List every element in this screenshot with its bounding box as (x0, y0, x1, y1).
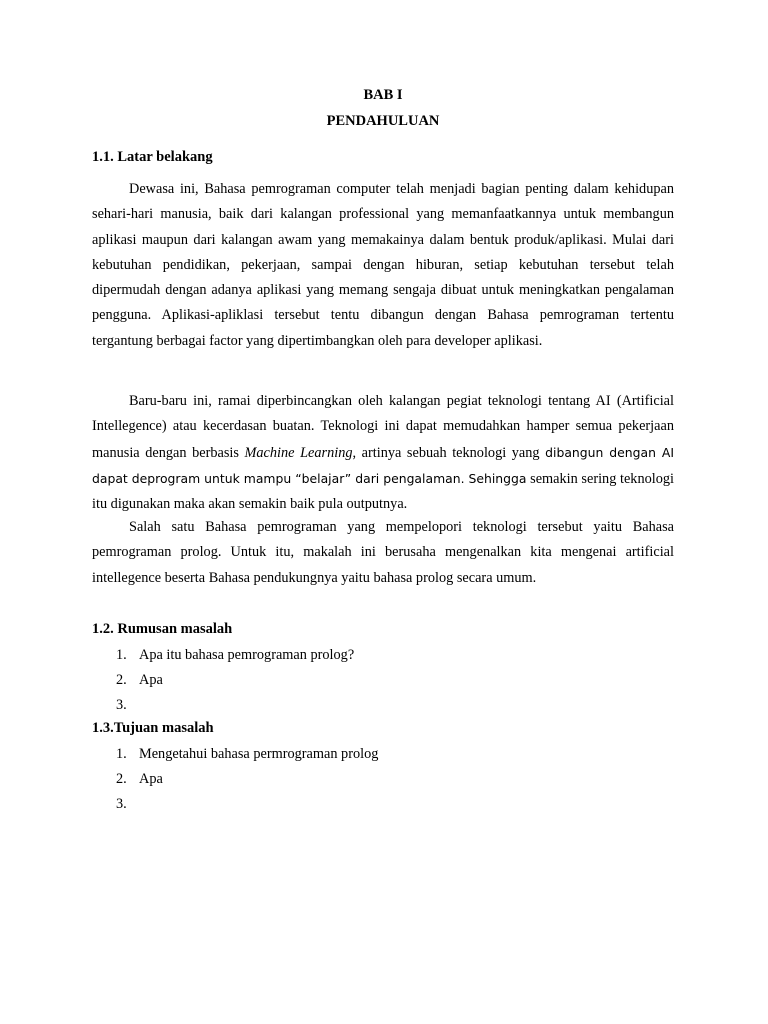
goals-list (92, 742, 378, 816)
section-heading-background: 1.1. Latar belakang (92, 149, 213, 165)
section-heading-problem: 1.2. Rumusan masalah (92, 621, 233, 637)
chapter-number: BAB I (363, 87, 403, 103)
list-item-number: 2. (116, 770, 127, 787)
list-item (92, 693, 354, 718)
list-item-number: 3. (116, 795, 127, 812)
paragraph-background-3: Salah satu Bahasa pemrograman yang mempelopori teknologi tersebut yaitu Bahasa pemrograman prolog. Untuk itu, makalah ini berusaha mengenalkan kita mengenai artificial intellegence beserta Bahasa pendukungnya yaitu bahasa prolog secara umum. (92, 519, 674, 586)
list-item (92, 643, 354, 668)
list-item (92, 767, 378, 792)
paragraph-background-2-alt-font-run: dibangun dengan AI dapat deprogram untuk mampu “belajar” dari pengalaman. Sehingga (92, 444, 674, 486)
list-item-number: 1. (116, 647, 127, 663)
paragraph-background-2 (92, 389, 674, 517)
chapter-title: PENDAHULUAN (326, 113, 440, 129)
list-item-number: 3. (116, 696, 127, 713)
list-item-number: 1. (116, 746, 127, 762)
paragraph-background-2-text-b: , artinya sebuah teknologi yang (352, 444, 546, 461)
list-item-text: Mengetahui bahasa permrograman prolog (139, 746, 379, 762)
list-item-number: 2. (116, 671, 127, 688)
list-item-text: Apa itu bahasa pemrograman prolog? (139, 647, 355, 663)
list-item (92, 668, 354, 693)
paragraph-background-2-emphasis: Machine Learning (244, 444, 353, 461)
list-item (92, 792, 378, 817)
paragraph-background-1: Dewasa ini, Bahasa pemrograman computer telah menjadi bagian penting dalam kehidupan sehari-hari manusia, baik dari kalangan professional yang memanfaatkannya untuk membangun aplikasi maupun dari kalangan awam yang memakainya dalam bentuk produk/aplikasi. Mulai dari kebutuhan pendidikan, pekerjaan, sampai dengan hiburan, setiap kebutuhan tersebut telah dipermudah dengan adanya aplikasi yang memang sengaja dibuat untuk meningkatkan pengalaman pengguna. Aplikasi-apliklasi tersebut tentu dibangun dengan Bahasa pemrograman tertentu tergantung berbagai factor yang dipertimbangkan oleh para developer aplikasi. (92, 181, 674, 349)
list-item-text: Apa (139, 671, 163, 688)
list-item (92, 742, 378, 767)
list-item-text: Apa (139, 770, 163, 787)
paragraph-background-2-text-a: Baru-baru ini, ramai diperbincangkan oleh kalangan pegiat teknologi tentang AI (Artificial Intellegence) atau kecerdasan buatan. Teknologi ini dapat memudahkan hamper semua pekerjaan manusia dengan berbasis (92, 393, 674, 461)
document-page (92, 0, 674, 1024)
section-heading-goals: 1.3.Tujuan masalah (92, 720, 214, 736)
problem-list (92, 643, 354, 717)
paragraph-background-2-text-c: semakin sering teknologi itu digunakan maka akan semakin baik pula outputnya. (92, 470, 674, 513)
